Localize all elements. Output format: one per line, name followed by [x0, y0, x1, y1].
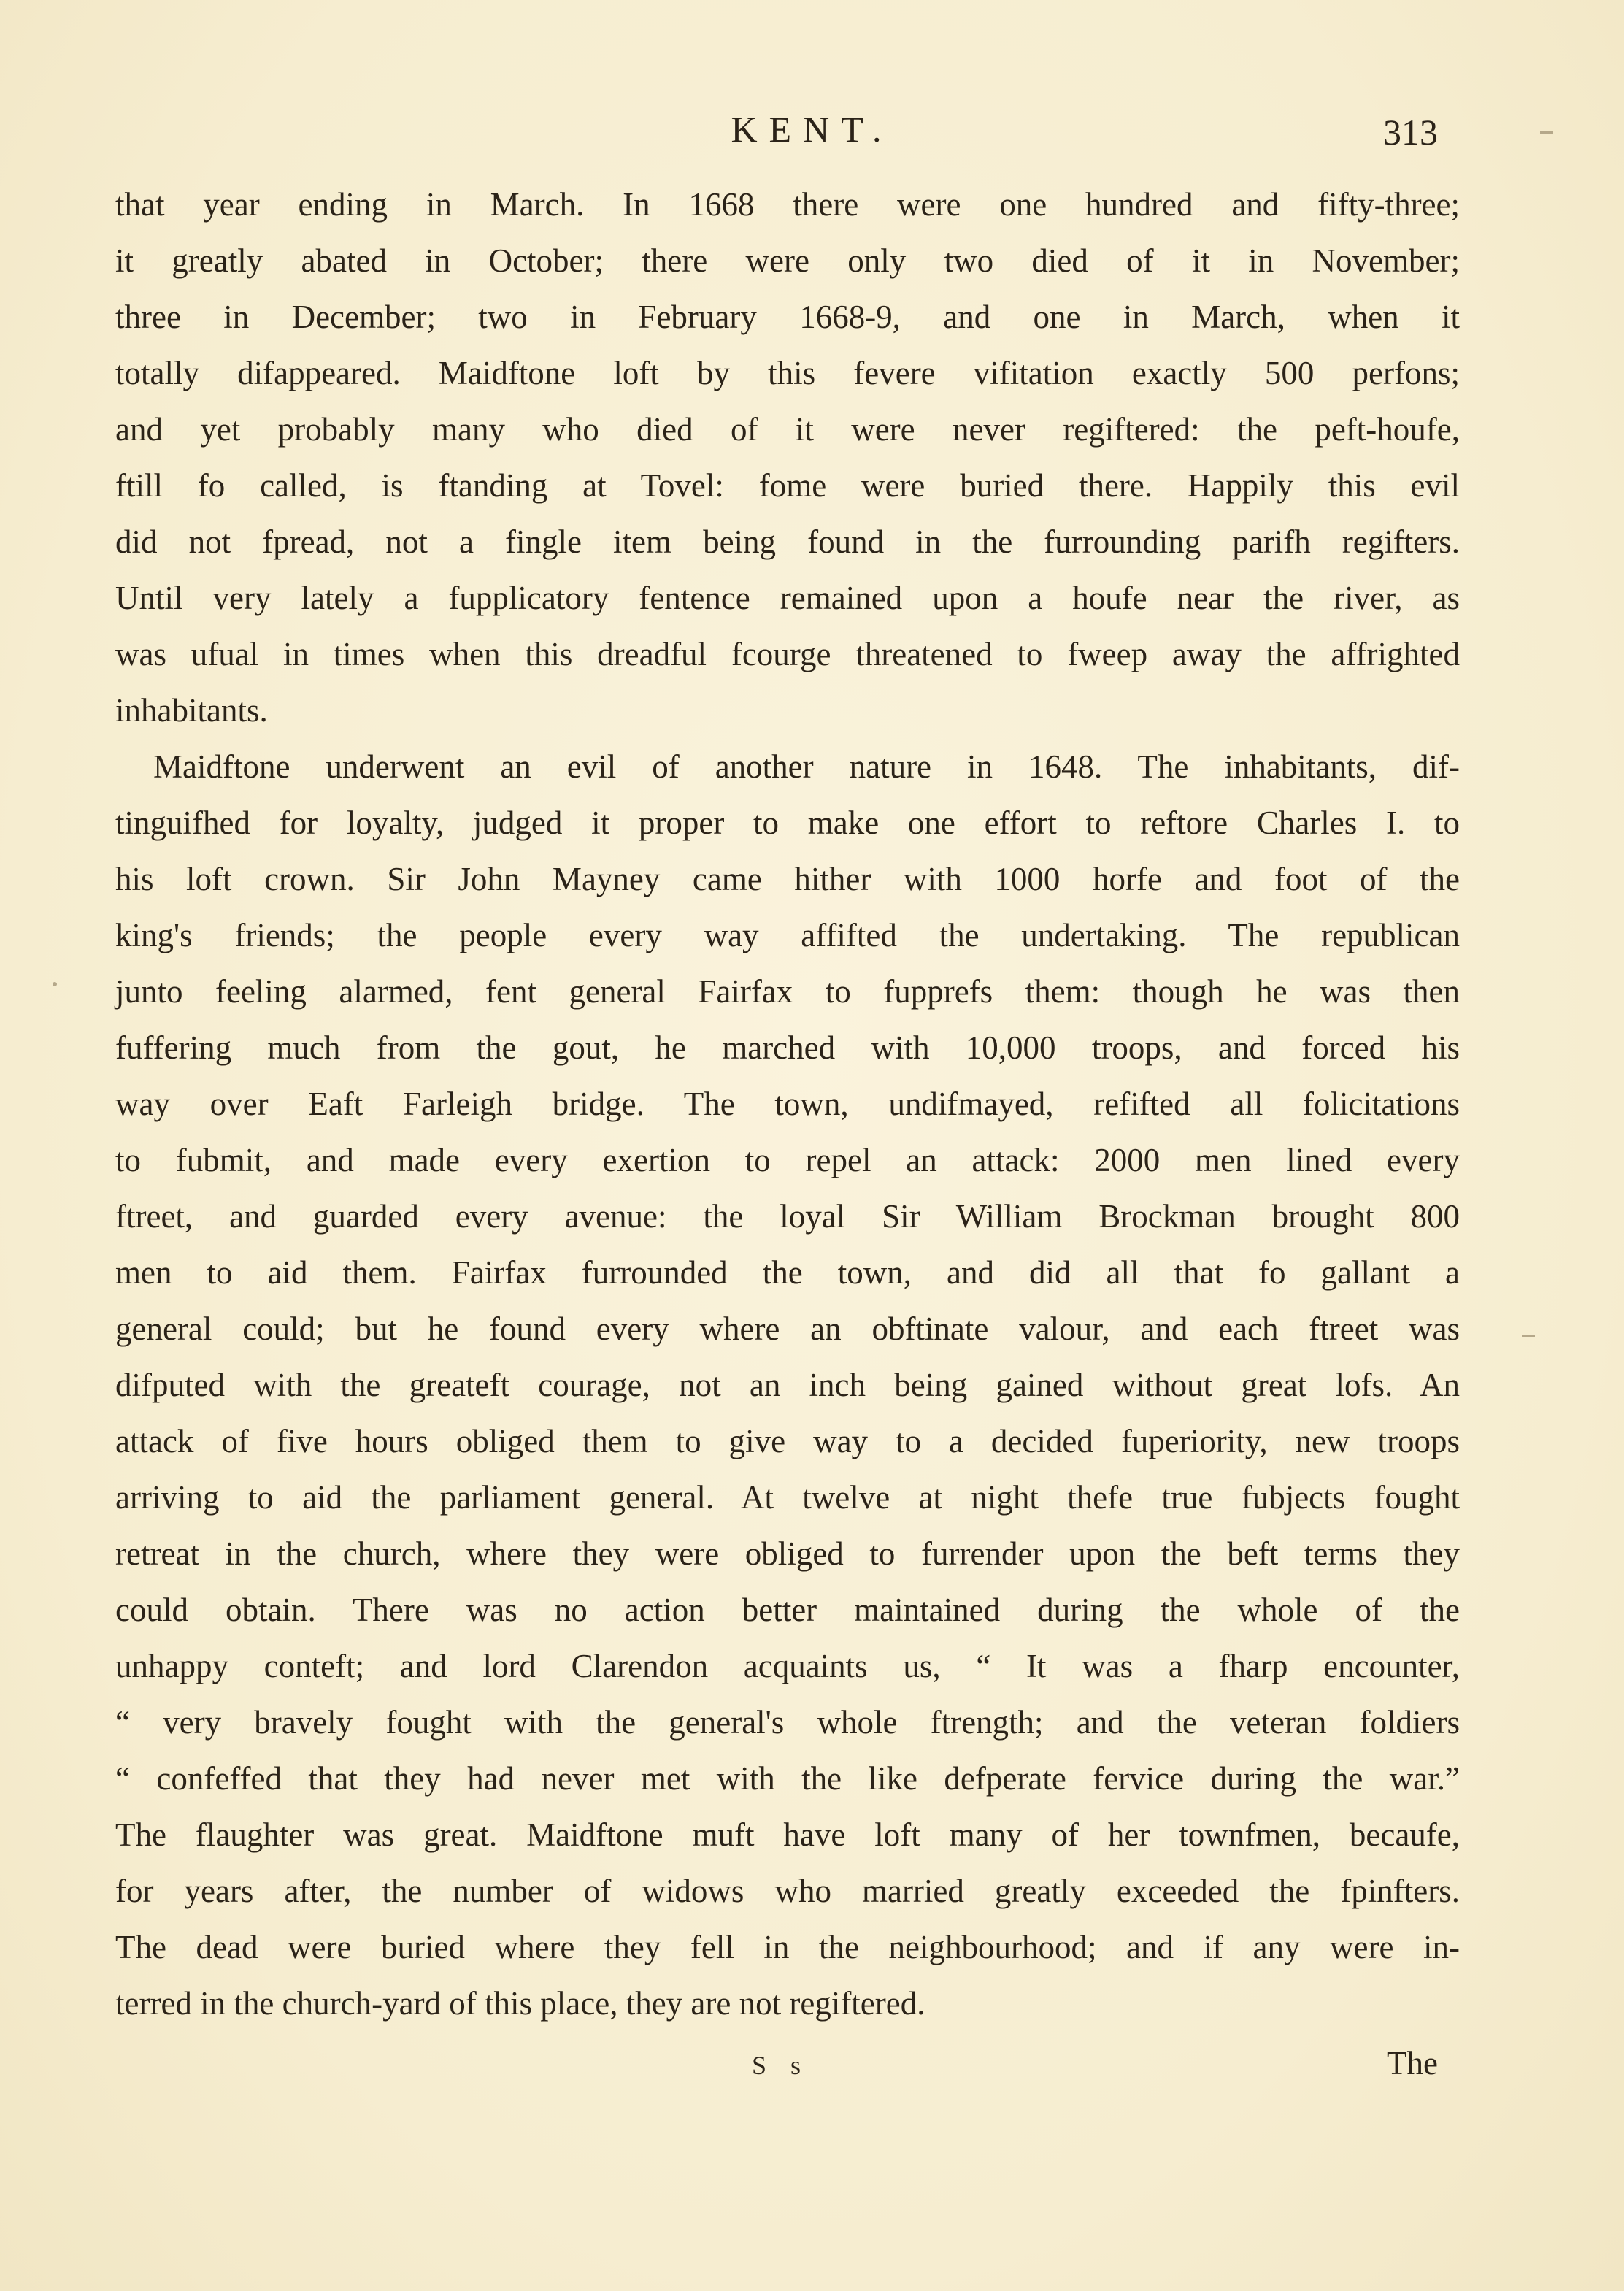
text-line-25: retreat in the church, where they were obliged to furrender upon the beft terms they: [115, 1535, 1460, 1572]
text-line-27: unhappy conteft; and lord Clarendon acquaints us, “ It was a fharp encounter,: [115, 1648, 1460, 1684]
text-line-31: for years after, the number of widows who married greatly exceeded the fpinfters.: [115, 1873, 1460, 1909]
text-line-14: king's friends; the people every way affifted the undertaking. The republican: [115, 917, 1460, 953]
margin-mark-left: [53, 982, 57, 986]
text-line-12: tinguifhed for loyalty, judged it proper to make one effort to reftore Charles I. to: [115, 805, 1460, 841]
text-line-8: Until very lately a fupplicatory fentence remained upon a houfe near the river, as: [115, 580, 1460, 616]
text-line-18: to fubmit, and made every exertion to repel an attack: 2000 men lined every: [115, 1142, 1460, 1178]
text-line-32: The dead were buried where they fell in the neighbourhood; and if any were in-: [115, 1929, 1460, 1965]
text-line-20: men to aid them. Fairfax furrounded the town, and did all that fo gallant a: [115, 1254, 1460, 1291]
text-line-4: totally difappeared. Maidftone loft by this fevere vifitation exactly 500 perfons;: [115, 355, 1460, 391]
text-line-19: ftreet, and guarded every avenue: the loyal Sir William Brockman brought 800: [115, 1198, 1460, 1235]
signature-mark: S s: [752, 2051, 810, 2080]
text-line-28: “ very bravely fought with the general's whole ftrength; and the veteran foldiers: [115, 1704, 1460, 1741]
page-number: 313: [1383, 112, 1438, 153]
text-line-5: and yet probably many who died of it were never regiftered: the peft-houfe,: [115, 411, 1460, 448]
text-line-13: his loft crown. Sir John Mayney came hither with 1000 horfe and foot of the: [115, 861, 1460, 897]
text-line-9: was ufual in times when this dreadful fcourge threatened to fweep away the affrighted: [115, 636, 1460, 672]
catchword: The: [1387, 2045, 1438, 2081]
text-line-2: it greatly abated in October; there were only two died of it in November;: [115, 242, 1460, 279]
text-line-30: The flaughter was great. Maidftone muft have loft many of her townfmen, becaufe,: [115, 1816, 1460, 1853]
text-line-7: did not fpread, not a fingle item being found in the furrounding parifh regifters.: [115, 523, 1460, 560]
text-line-33: terred in the church-yard of this place, they are not regiftered.: [115, 1985, 925, 2022]
text-line-24: arriving to aid the parliament general. At twelve at night thefe true fubjects fought: [115, 1479, 1460, 1516]
text-line-6: ftill fo called, is ftanding at Tovel: fome were buried there. Happily this evil: [115, 467, 1460, 504]
text-line-26: could obtain. There was no action better maintained during the whole of the: [115, 1592, 1460, 1628]
text-line-1: that year ending in March. In 1668 there were one hundred and fifty-three;: [115, 186, 1460, 223]
text-line-23: attack of five hours obliged them to give way to a decided fuperiority, new troops: [115, 1423, 1460, 1459]
text-line-29: “ confeffed that they had never met with the like defperate fervice during the war.”: [115, 1760, 1460, 1797]
text-line-16: fuffering much from the gout, he marched with 10,000 troops, and forced his: [115, 1029, 1460, 1066]
text-line-3: three in December; two in February 1668-9, and one in March, when it: [115, 299, 1460, 335]
text-line-21: general could; but he found every where an obftinate valour, and each ftreet was: [115, 1310, 1460, 1347]
text-line-17: way over Eaft Farleigh bridge. The town, undifmayed, refifted all folicitations: [115, 1086, 1460, 1122]
text-line-15: junto feeling alarmed, fent general Fairfax to fupprefs them: though he was then: [115, 973, 1460, 1010]
text-line-22: difputed with the greateft courage, not an inch being gained without great lofs. An: [115, 1367, 1460, 1403]
margin-mark-top: [1540, 131, 1553, 134]
running-head: KENT.: [731, 109, 893, 150]
margin-mark-middle: [1522, 1335, 1535, 1337]
text-line-11: Maidftone underwent an evil of another nature in 1648. The inhabitants, dif-: [153, 748, 1460, 785]
text-line-10: inhabitants.: [115, 692, 268, 729]
